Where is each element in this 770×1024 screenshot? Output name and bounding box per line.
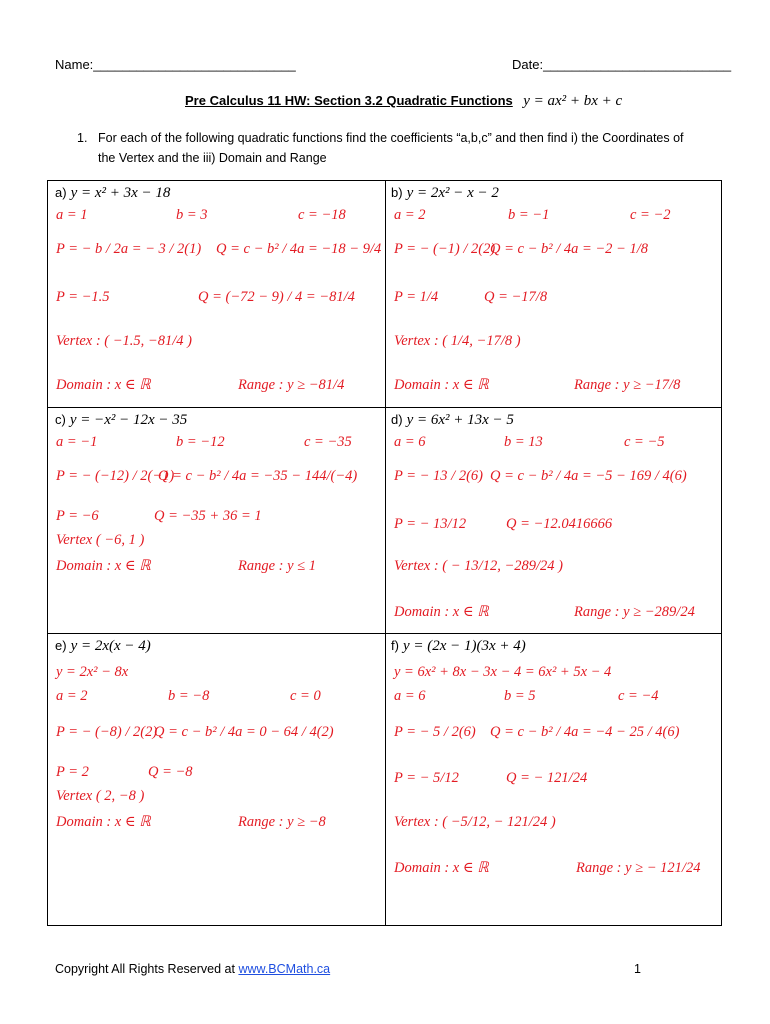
question-number: 1.	[77, 131, 88, 145]
footer-copyright	[55, 962, 330, 976]
cell-c-p-value: P = −6	[56, 508, 99, 524]
cell-e-p-value: P = 2	[56, 764, 89, 780]
cell-a-heading	[55, 185, 170, 202]
cell-c-q-formula: Q = c − b² / 4a = −35 − 144/(−4)	[158, 468, 358, 484]
cell-f-range: Range : y ≥ − 121/24	[576, 860, 701, 876]
cell-d	[386, 408, 723, 633]
answer-grid	[47, 180, 722, 926]
cell-e-label: e)	[55, 638, 67, 653]
cell-c-range: Range : y ≤ 1	[238, 558, 317, 574]
copyright-text: Copyright All Rights Reserved at	[55, 962, 235, 976]
cell-e	[48, 634, 385, 926]
cell-c-vertex: Vertex ( −6, 1 )	[56, 532, 145, 548]
cell-e-domain: Domain : x ∈ ℝ	[56, 814, 151, 830]
cell-d-coef-a: a = 6	[394, 434, 426, 450]
cell-d-coef-b: b = 13	[504, 434, 543, 450]
question-line-2: the Vertex and the iii) Domain and Range	[98, 151, 327, 165]
cell-a-range: Range : y ≥ −81/4	[238, 377, 345, 393]
cell-c-label: c)	[55, 412, 66, 427]
cell-f-q-value: Q = − 121/24	[506, 770, 588, 786]
cell-c	[48, 408, 385, 633]
cell-f-expanded: y = 6x² + 8x − 3x − 4 = 6x² + 5x − 4	[394, 664, 612, 680]
cell-e-function: y = 2x(x − 4)	[70, 638, 151, 654]
cell-e-p-formula: P = − (−8) / 2(2)	[56, 724, 158, 740]
cell-e-range: Range : y ≥ −8	[238, 814, 326, 830]
cell-e-coef-a: a = 2	[56, 688, 88, 704]
cell-e-heading	[55, 638, 151, 655]
cell-e-coef-b: b = −8	[168, 688, 210, 704]
date-field	[512, 57, 731, 72]
cell-d-function: y = 6x² + 13x − 5	[406, 412, 514, 428]
cell-f-q-formula: Q = c − b² / 4a = −4 − 25 / 4(6)	[490, 724, 680, 740]
cell-c-p-formula: P = − (−12) / 2(−1)	[56, 468, 175, 484]
cell-d-q-formula: Q = c − b² / 4a = −5 − 169 / 4(6)	[490, 468, 687, 484]
cell-a	[48, 181, 385, 407]
cell-b-vertex: Vertex : ( 1/4, −17/8 )	[394, 333, 521, 349]
cell-b-range: Range : y ≥ −17/8	[574, 377, 681, 393]
cell-b-q-value: Q = −17/8	[484, 289, 548, 305]
cell-e-coef-c: c = 0	[290, 688, 321, 704]
cell-e-q-value: Q = −8	[148, 764, 193, 780]
cell-f-heading	[391, 638, 526, 655]
cell-c-coef-a: a = −1	[56, 434, 98, 450]
cell-f-coef-b: b = 5	[504, 688, 536, 704]
cell-a-q-formula: Q = c − b² / 4a = −18 − 9/4	[216, 241, 382, 257]
cell-c-coef-c: c = −35	[304, 434, 352, 450]
cell-f	[386, 634, 723, 926]
cell-c-domain: Domain : x ∈ ℝ	[56, 558, 151, 574]
cell-a-p-formula: P = − b / 2a = − 3 / 2(1)	[56, 241, 202, 257]
cell-d-p-formula: P = − 13 / 2(6)	[394, 468, 483, 484]
cell-e-vertex: Vertex ( 2, −8 )	[56, 788, 145, 804]
cell-d-q-value: Q = −12.0416666	[506, 516, 613, 532]
cell-b-coef-b: b = −1	[508, 207, 550, 223]
cell-d-range: Range : y ≥ −289/24	[574, 604, 695, 620]
question-line-1: For each of the following quadratic functions find the coefficients “a,b,c” and then find i) the Coordinates of	[98, 131, 684, 145]
cell-c-function: y = −x² − 12x − 35	[69, 412, 188, 428]
title-text: Pre Calculus 11 HW: Section 3.2 Quadratic Functions	[185, 93, 513, 108]
cell-b-heading	[391, 185, 499, 202]
cell-e-expanded: y = 2x² − 8x	[56, 664, 129, 680]
cell-b-label: b)	[391, 185, 403, 200]
cell-f-domain: Domain : x ∈ ℝ	[394, 860, 489, 876]
cell-f-vertex: Vertex : ( −5/12, − 121/24 )	[394, 814, 556, 830]
page-title	[185, 92, 622, 110]
cell-b-coef-c: c = −2	[630, 207, 671, 223]
cell-f-p-formula: P = − 5 / 2(6)	[394, 724, 476, 740]
question-text	[98, 128, 718, 168]
name-field	[55, 57, 296, 72]
cell-d-heading	[391, 412, 514, 429]
cell-d-label: d)	[391, 412, 403, 427]
cell-c-coef-b: b = −12	[176, 434, 225, 450]
cell-c-q-value: Q = −35 + 36 = 1	[154, 508, 262, 524]
date-blank: __________________________	[543, 57, 732, 72]
page-number: 1	[634, 962, 641, 976]
name-blank: ____________________________	[93, 57, 296, 72]
cell-d-vertex: Vertex : ( − 13/12, −289/24 )	[394, 558, 563, 574]
cell-f-function: y = (2x − 1)(3x + 4)	[402, 638, 526, 654]
cell-a-label: a)	[55, 185, 67, 200]
cell-a-coef-b: b = 3	[176, 207, 208, 223]
cell-f-coef-a: a = 6	[394, 688, 426, 704]
cell-b-coef-a: a = 2	[394, 207, 426, 223]
cell-a-function: y = x² + 3x − 18	[70, 185, 171, 201]
cell-b-p-value: P = 1/4	[394, 289, 439, 305]
cell-a-vertex: Vertex : ( −1.5, −81/4 )	[56, 333, 192, 349]
cell-d-p-value: P = − 13/12	[394, 516, 467, 532]
cell-f-label: f)	[391, 638, 399, 653]
cell-a-coef-a: a = 1	[56, 207, 88, 223]
cell-e-q-formula: Q = c − b² / 4a = 0 − 64 / 4(2)	[154, 724, 334, 740]
cell-a-coef-c: c = −18	[298, 207, 346, 223]
cell-b-q-formula: Q = c − b² / 4a = −2 − 1/8	[490, 241, 648, 257]
date-label: Date:	[512, 57, 544, 72]
name-label: Name:	[55, 57, 94, 72]
cell-b-function: y = 2x² − x − 2	[406, 185, 499, 201]
bcmath-link[interactable]: www.BCMath.ca	[238, 962, 331, 976]
cell-d-domain: Domain : x ∈ ℝ	[394, 604, 489, 620]
cell-f-coef-c: c = −4	[618, 688, 659, 704]
cell-c-heading	[55, 412, 187, 429]
cell-d-coef-c: c = −5	[624, 434, 665, 450]
cell-a-p-value: P = −1.5	[56, 289, 110, 305]
cell-f-p-value: P = − 5/12	[394, 770, 459, 786]
cell-b-domain: Domain : x ∈ ℝ	[394, 377, 489, 393]
cell-a-q-value: Q = (−72 − 9) / 4 = −81/4	[198, 289, 355, 305]
cell-b	[386, 181, 723, 407]
title-formula: y = ax² + bx + c	[523, 93, 623, 109]
cell-a-domain: Domain : x ∈ ℝ	[56, 377, 151, 393]
cell-b-p-formula: P = − (−1) / 2(2)	[394, 241, 496, 257]
